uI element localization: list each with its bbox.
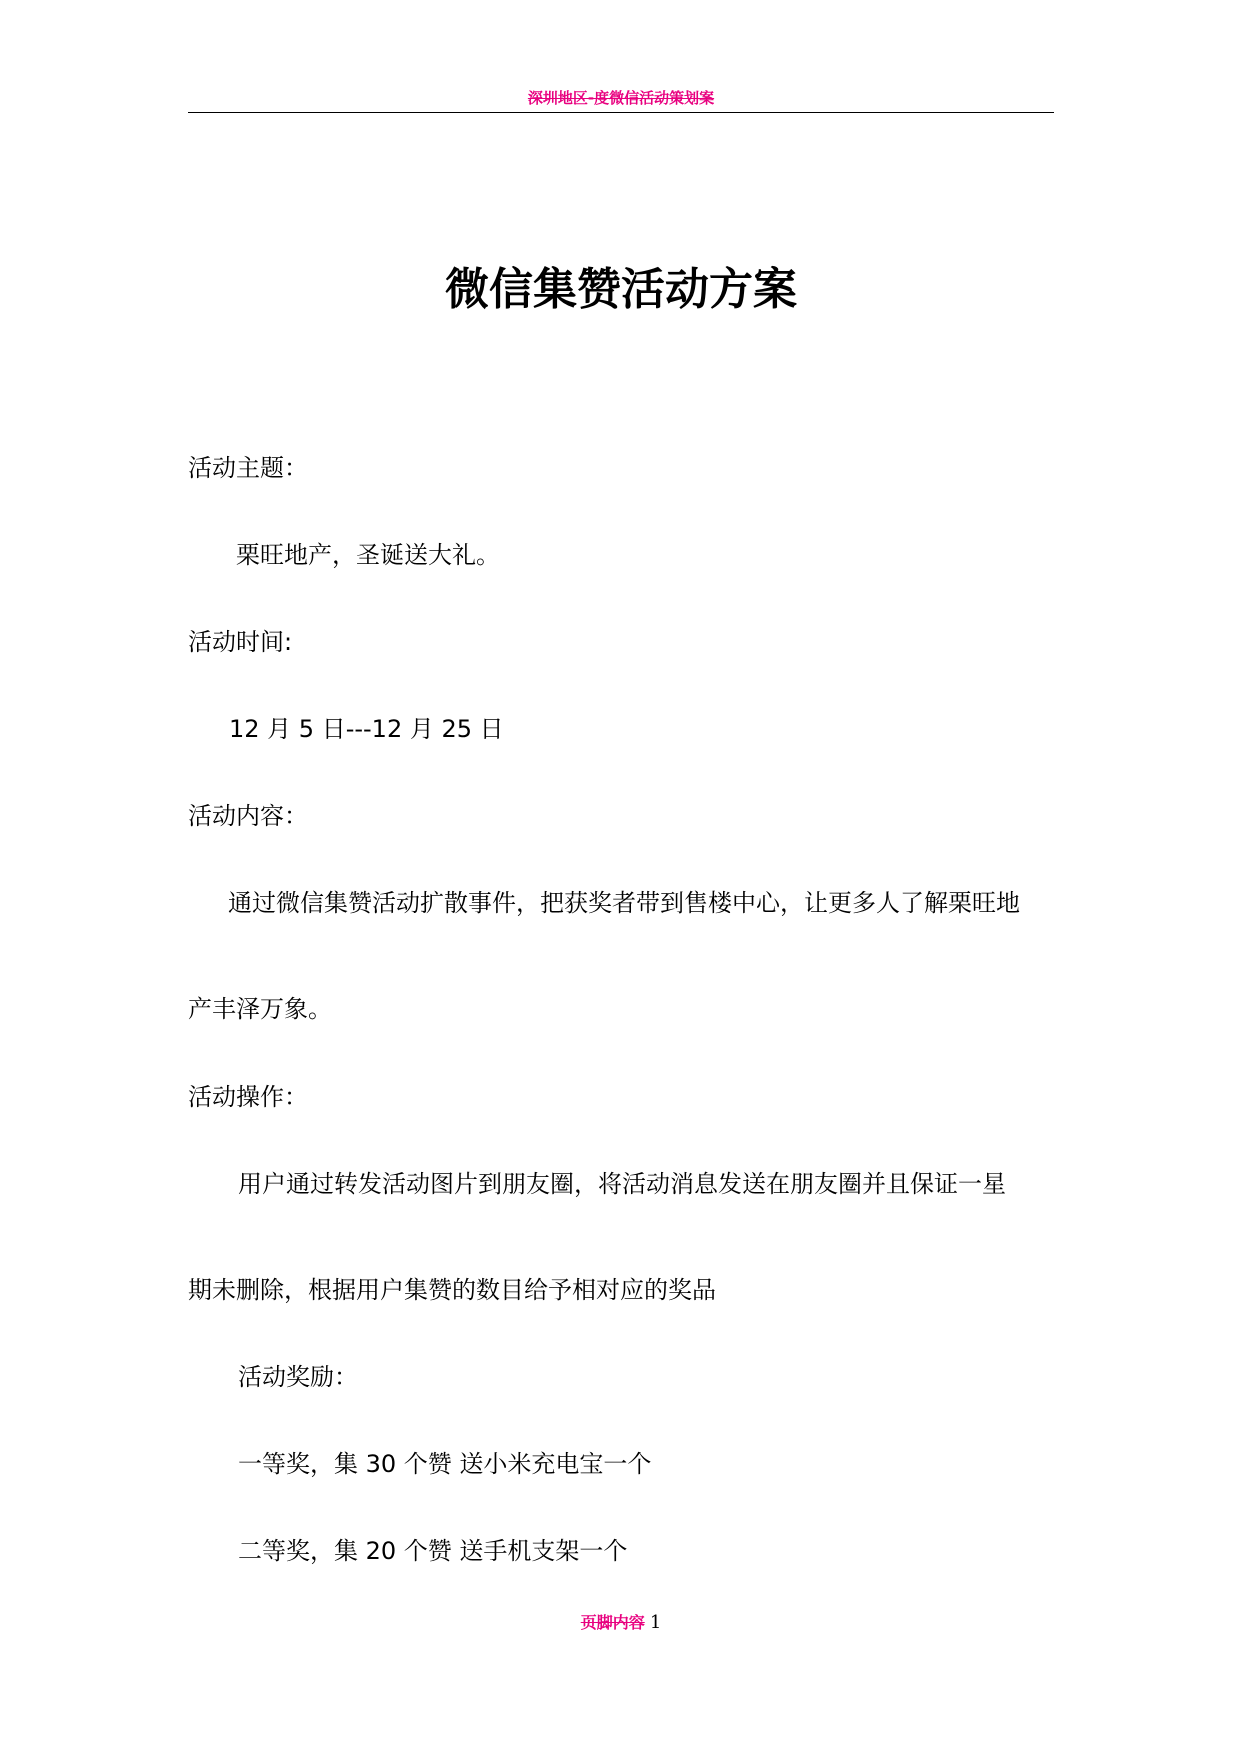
reward-second: 二等奖，集 20 个赞 送手机支架一个 — [238, 1537, 628, 1565]
operation-line-1: 用户通过转发活动图片到朋友圈，将活动消息发送在朋友圈并且保证一星 — [238, 1170, 1006, 1198]
operation-line-2: 期未删除，根据用户集赞的数目给予相对应的奖品 — [188, 1276, 716, 1304]
content-line-2: 产丰泽万象。 — [188, 995, 332, 1023]
page-number: 1 — [649, 1612, 662, 1633]
footer-label: 页脚内容 — [580, 1613, 645, 1632]
time-value: 12 月 5 日---12 月 25 日 — [229, 715, 504, 743]
theme-label: 活动主题： — [188, 454, 308, 482]
document-title: 微信集赞活动方案 — [445, 264, 797, 315]
operation-label: 活动操作： — [188, 1083, 308, 1111]
time-label: 活动时间: — [188, 628, 293, 656]
header-text: 深圳地区-度微信活动策划案 — [527, 89, 715, 107]
reward-first: 一等奖，集 30 个赞 送小米充电宝一个 — [238, 1450, 652, 1478]
theme-value: 栗旺地产，圣诞送大礼。 — [236, 541, 500, 569]
reward-label: 活动奖励： — [238, 1363, 358, 1391]
page-footer — [188, 1612, 1054, 1634]
page-header — [188, 88, 1054, 113]
content-label: 活动内容： — [188, 802, 308, 830]
content-line-1: 通过微信集赞活动扩散事件，把获奖者带到售楼中心，让更多人了解栗旺地 — [228, 889, 1020, 917]
